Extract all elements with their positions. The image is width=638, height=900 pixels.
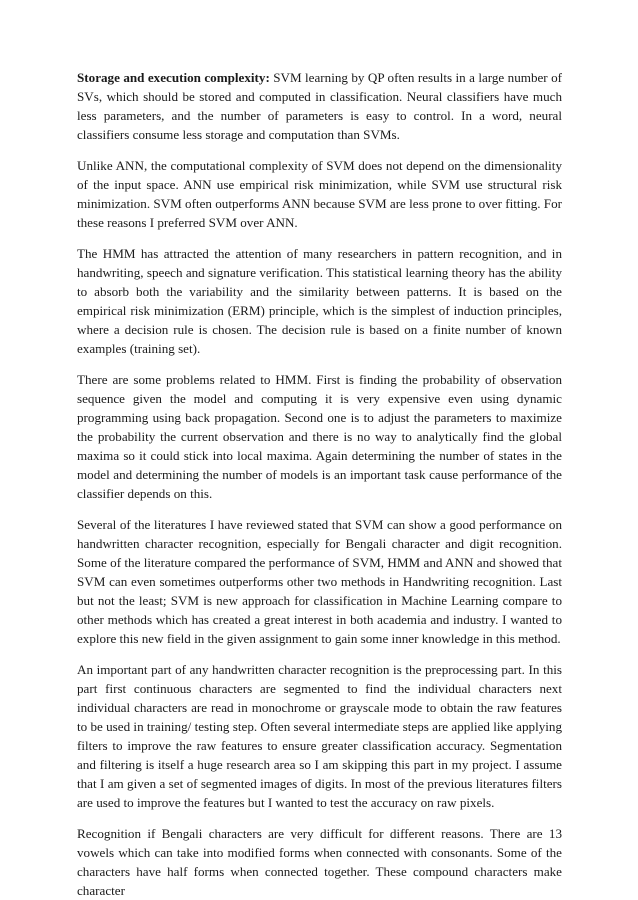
paragraph-text: There are some problems related to HMM. First is finding the probability of observation sequence given the model and computing it is very expensive even using dynamic programming using back propagation. Second one is to adjust the parameters to maximize the probability the current observation and there is no way to analytically find the global maxima so it could stick into local maxima. Again determining the number of states in the model and determining the number of models is an important task cause performance of the classifier depends on this.	[77, 372, 562, 501]
paragraph-text: SVM learning by QP often results in a large number of SVs, which should be stored and computed in classification. Neural classifiers have much less parameters, and the number of parameters is easy to control. In a word, neural classifiers consume less storage and computation than SVMs.	[77, 70, 562, 142]
paragraph-literature-review	[77, 515, 562, 648]
paragraph-storage-complexity	[77, 68, 562, 144]
paragraph-text: Unlike ANN, the computational complexity of SVM does not depend on the dimensionality of the input space. ANN use empirical risk minimization, while SVM use structural risk minimization. SVM often outperforms ANN because SVM are less prone to over fitting. For these reasons I preferred SVM over ANN.	[77, 158, 562, 230]
paragraph-text: Several of the literatures I have reviewed stated that SVM can show a good performance on handwritten character recognition, especially for Bengali character and digit recognition. Some of the literature compared the performance of SVM, HMM and ANN and showed that SVM can even sometimes outperforms other two methods in Handwriting recognition. Last but not the least; SVM is new approach for classification in Machine Learning compare to other methods which has created a great interest in both academia and industry. I wanted to explore this new field in the given assignment to gain some inner knowledge in this method.	[77, 517, 562, 646]
paragraph-svm-vs-ann	[77, 156, 562, 232]
paragraph-text: Recognition if Bengali characters are very difficult for different reasons. There are 13 vowels which can take into modified forms when connected with consonants. Some of the characters have half forms when connected together. These compound characters make character	[77, 826, 562, 898]
paragraph-preprocessing	[77, 660, 562, 812]
paragraph-text: An important part of any handwritten character recognition is the preprocessing part. In this part first continuous characters are segmented to find the individual characters next individual characters are read in monochrome or grayscale mode to obtain the raw features to be used in training/ testing step. Often several intermediate steps are applied like applying filters to improve the raw features to ensure greater classification accuracy. Segmentation and filtering is itself a huge research area so I am skipping this part in my project. I assume that I am given a set of segmented images of digits. In most of the previous literatures filters are used to improve the features but I wanted to test the accuracy on raw pixels.	[77, 662, 562, 810]
paragraph-lead-heading: Storage and execution complexity:	[77, 70, 270, 85]
paragraph-hmm-problems	[77, 370, 562, 503]
paragraph-text: The HMM has attracted the attention of many researchers in pattern recognition, and in handwriting, speech and signature verification. This statistical learning theory has the ability to absorb both the variability and the similarity between patterns. It is based on the empirical risk minimization (ERM) principle, which is the simplest of induction principles, where a decision rule is chosen. The decision rule is based on a finite number of known examples (training set).	[77, 246, 562, 356]
paragraph-hmm-intro	[77, 244, 562, 358]
paragraph-bengali-recognition	[77, 824, 562, 900]
